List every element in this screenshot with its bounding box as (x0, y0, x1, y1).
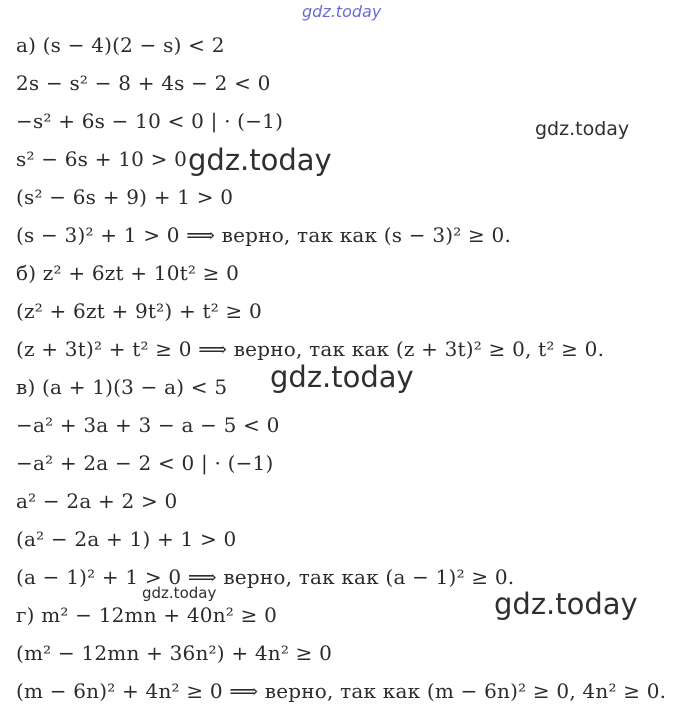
line-c-problem: в) (a + 1)(3 − a) < 5 (16, 375, 228, 399)
line-c-step-3: a² − 2a + 2 > 0 (16, 489, 178, 513)
line-a-step-1: 2s − s² − 8 + 4s − 2 < 0 (16, 71, 271, 95)
line-c-step-1: −a² + 3a + 3 − a − 5 < 0 (16, 413, 280, 437)
line-c-conclusion: (a − 1)² + 1 > 0 ⟹ верно, так как (a − 1)² ≥ 0. (16, 565, 515, 589)
watermark-lower-right: gdz.today (494, 587, 638, 621)
watermark-upper: gdz.today (188, 143, 332, 177)
line-b-step-1: (z² + 6zt + 9t²) + t² ≥ 0 (16, 299, 262, 323)
line-a-step-2: −s² + 6s − 10 < 0 | · (−1) (16, 109, 284, 133)
watermark-top: gdz.today (302, 2, 382, 21)
watermark-lower-small: gdz.today (142, 584, 217, 602)
line-b-conclusion: (z + 3t)² + t² ≥ 0 ⟹ верно, так как (z + 3t)² ≥ 0, t² ≥ 0. (16, 337, 605, 361)
watermark-right-small: gdz.today (535, 118, 630, 140)
line-a-problem: а) (s − 4)(2 − s) < 2 (16, 33, 225, 57)
line-a-step-4: (s² − 6s + 9) + 1 > 0 (16, 185, 234, 209)
line-b-problem: б) z² + 6zt + 10t² ≥ 0 (16, 261, 240, 285)
line-d-conclusion: (m − 6n)² + 4n² ≥ 0 ⟹ верно, так как (m − 6n)² ≥ 0, 4n² ≥ 0. (16, 679, 667, 703)
watermark-middle: gdz.today (270, 360, 414, 394)
line-d-problem: г) m² − 12mn + 40n² ≥ 0 (16, 603, 278, 627)
line-c-step-4: (a² − 2a + 1) + 1 > 0 (16, 527, 237, 551)
line-a-step-3: s² − 6s + 10 > 0 (16, 147, 188, 171)
line-d-step-1: (m² − 12mn + 36n²) + 4n² ≥ 0 (16, 641, 333, 665)
line-c-step-2: −a² + 2a − 2 < 0 | · (−1) (16, 451, 274, 475)
line-a-conclusion: (s − 3)² + 1 > 0 ⟹ верно, так как (s − 3)² ≥ 0. (16, 223, 512, 247)
